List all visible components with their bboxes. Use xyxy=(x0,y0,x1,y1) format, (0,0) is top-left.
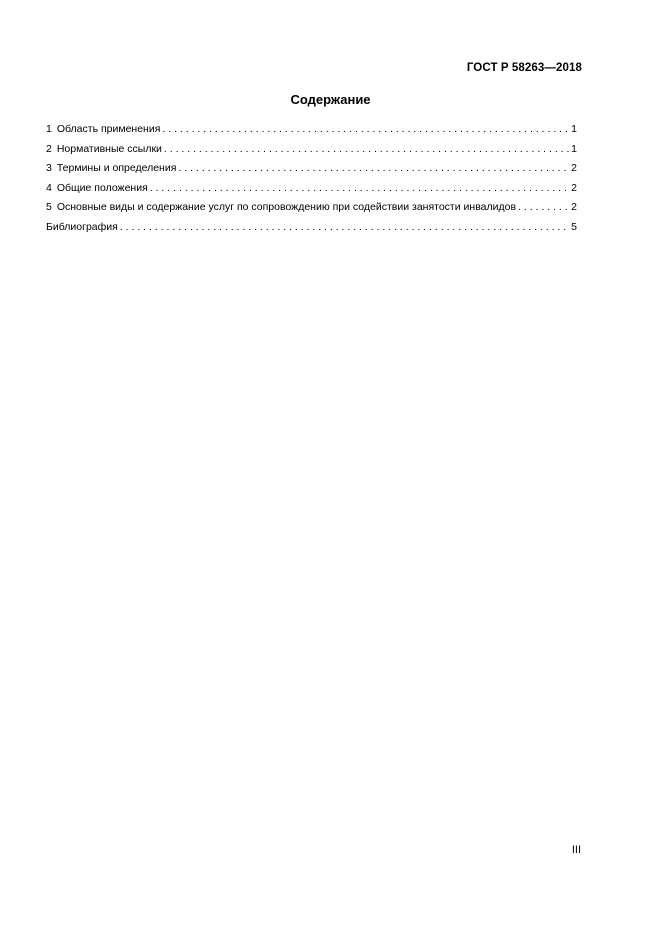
toc-entry-label: Основные виды и содержание услуг по сопровождению при содействии занятости инвалидов xyxy=(56,201,517,213)
toc-entry-number: 2 xyxy=(46,142,52,155)
toc-entry-number: 5 xyxy=(46,201,52,213)
standard-code-header: ГОСТ Р 58263—2018 xyxy=(466,62,582,74)
toc-entry-page: 1 xyxy=(571,123,577,135)
toc-entry-number: 4 xyxy=(46,181,52,194)
toc-entry-page: 1 xyxy=(571,142,577,155)
toc-dot-leader xyxy=(148,179,570,199)
toc-entry-normative-references[interactable] xyxy=(46,140,577,160)
toc-entry-label: Общие положения xyxy=(56,181,148,194)
toc-entry-bibliography[interactable] xyxy=(46,218,577,238)
toc-entry-label: Нормативные ссылки xyxy=(56,142,162,155)
toc-entry-scope[interactable] xyxy=(46,120,577,140)
toc-entry-number: 1 xyxy=(46,123,52,135)
page-number: III xyxy=(571,844,581,856)
toc-entry-page: 2 xyxy=(571,201,577,213)
toc-dot-leader xyxy=(118,218,570,238)
toc-entry-services[interactable] xyxy=(46,198,577,218)
table-of-contents xyxy=(46,120,577,237)
toc-entry-number: 3 xyxy=(46,162,52,174)
toc-entry-terms[interactable] xyxy=(46,159,577,179)
toc-title: Содержание xyxy=(290,92,371,107)
toc-dot-leader xyxy=(516,198,570,218)
toc-entry-label: Термины и определения xyxy=(56,162,177,174)
toc-dot-leader xyxy=(160,120,570,140)
toc-entry-page: 5 xyxy=(571,220,577,233)
toc-entry-page: 2 xyxy=(571,162,577,174)
toc-entry-general-provisions[interactable] xyxy=(46,179,577,199)
toc-entry-label: Область применения xyxy=(56,123,161,135)
toc-entry-page: 2 xyxy=(571,181,577,194)
toc-dot-leader xyxy=(176,159,570,179)
toc-entry-label: Библиография xyxy=(46,220,118,233)
toc-dot-leader xyxy=(162,140,570,160)
